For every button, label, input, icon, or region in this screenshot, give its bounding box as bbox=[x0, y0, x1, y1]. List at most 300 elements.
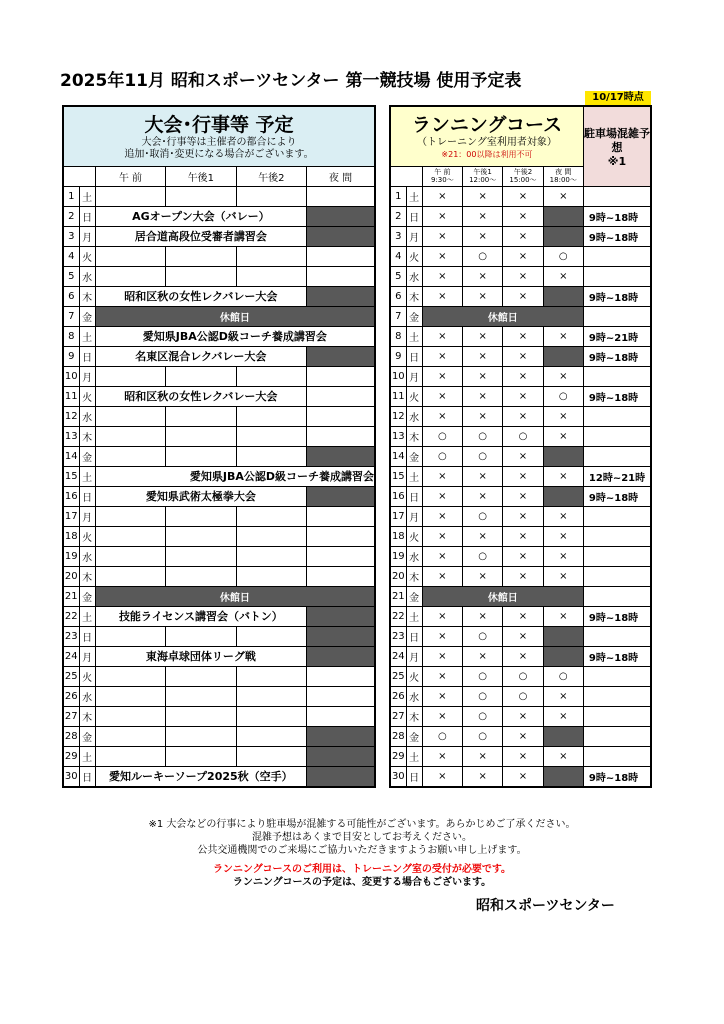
running-row bbox=[390, 306, 651, 326]
event-name: 東海卓球団体リーグ戦 bbox=[95, 646, 306, 666]
parking-forecast: 12時~21時 bbox=[583, 466, 651, 486]
running-row bbox=[390, 186, 651, 206]
event-name: 昭和区秋の女性レクバレー大会 bbox=[95, 286, 306, 306]
slot-availability: × bbox=[422, 346, 462, 366]
day-number: 19 bbox=[63, 546, 79, 566]
weekday: 火 bbox=[406, 246, 422, 266]
day-number: 15 bbox=[390, 466, 406, 486]
slot-availability: ○ bbox=[503, 426, 543, 446]
parking-forecast bbox=[583, 726, 651, 746]
slot-availability: × bbox=[543, 706, 583, 726]
day-number: 14 bbox=[63, 446, 79, 466]
day-number: 1 bbox=[63, 186, 79, 206]
slot-availability: × bbox=[463, 526, 503, 546]
slot-cell bbox=[236, 246, 306, 266]
slot-unavailable bbox=[543, 766, 583, 787]
parking-forecast bbox=[583, 406, 651, 426]
day-number: 3 bbox=[390, 226, 406, 246]
weekday: 水 bbox=[79, 406, 95, 426]
day-number: 30 bbox=[390, 766, 406, 787]
day-number: 10 bbox=[390, 366, 406, 386]
running-col-2: 午後2 15:00～ bbox=[503, 166, 543, 186]
day-number: 5 bbox=[63, 266, 79, 286]
closed-cell: 休館日 bbox=[95, 306, 375, 326]
slot-availability: × bbox=[463, 406, 503, 426]
night-cell bbox=[307, 486, 376, 506]
day-number: 7 bbox=[63, 306, 79, 326]
weekday: 火 bbox=[406, 526, 422, 546]
event-row bbox=[63, 346, 375, 366]
night-cell bbox=[307, 706, 376, 726]
slot-availability: × bbox=[543, 566, 583, 586]
event-name: 愛知県JBA公認D級コーチ養成講習会 bbox=[95, 326, 375, 346]
slot-availability: × bbox=[422, 666, 462, 686]
weekday: 水 bbox=[79, 686, 95, 706]
weekday: 月 bbox=[406, 366, 422, 386]
running-course-table bbox=[389, 105, 652, 788]
parking-note: ※1 bbox=[607, 155, 627, 168]
col-night: 夜 間 bbox=[307, 166, 376, 186]
day-number: 21 bbox=[390, 586, 406, 606]
day-number: 17 bbox=[390, 506, 406, 526]
slot-availability: × bbox=[503, 206, 543, 226]
slot-availability: × bbox=[543, 266, 583, 286]
day-number: 27 bbox=[63, 706, 79, 726]
slot-availability: × bbox=[503, 706, 543, 726]
running-row bbox=[390, 706, 651, 726]
slot-availability: × bbox=[503, 486, 543, 506]
event-row bbox=[63, 386, 375, 406]
weekday: 金 bbox=[406, 446, 422, 466]
parking-forecast bbox=[583, 446, 651, 466]
slot-availability: × bbox=[422, 186, 462, 206]
event-row bbox=[63, 266, 375, 286]
day-number: 5 bbox=[390, 266, 406, 286]
slot-availability: × bbox=[503, 266, 543, 286]
slot-availability: × bbox=[543, 606, 583, 626]
slot-availability: ○ bbox=[463, 686, 503, 706]
parking-forecast bbox=[583, 526, 651, 546]
event-row bbox=[63, 746, 375, 766]
slot-availability: × bbox=[422, 246, 462, 266]
event-row bbox=[63, 466, 375, 486]
day-number: 12 bbox=[63, 406, 79, 426]
slot-unavailable bbox=[543, 626, 583, 646]
day-number: 8 bbox=[390, 326, 406, 346]
night-cell bbox=[307, 186, 376, 206]
weekday: 木 bbox=[79, 706, 95, 726]
event-name: 愛知ルーキーソープ2025秋（空手） bbox=[95, 766, 306, 787]
slot-availability: × bbox=[503, 346, 543, 366]
event-row bbox=[63, 426, 375, 446]
parking-forecast bbox=[583, 666, 651, 686]
weekday: 金 bbox=[79, 306, 95, 326]
slot-availability: × bbox=[422, 466, 462, 486]
day-number: 11 bbox=[390, 386, 406, 406]
slot-cell bbox=[166, 426, 236, 446]
weekday: 日 bbox=[406, 626, 422, 646]
day-number: 10 bbox=[63, 366, 79, 386]
slot-availability: × bbox=[503, 726, 543, 746]
weekday: 月 bbox=[79, 226, 95, 246]
running-row bbox=[390, 286, 651, 306]
slot-cell bbox=[95, 686, 165, 706]
note-1: ※1 大会などの行事により駐車場が混雑する可能性がございます。あらかじめご了承ください。 bbox=[148, 819, 576, 830]
slot-availability: × bbox=[422, 206, 462, 226]
slot-availability: ○ bbox=[503, 686, 543, 706]
slot-cell bbox=[166, 546, 236, 566]
slot-cell bbox=[166, 406, 236, 426]
weekday: 金 bbox=[79, 726, 95, 746]
night-cell bbox=[307, 406, 376, 426]
slot-availability: ○ bbox=[463, 426, 503, 446]
day-number: 18 bbox=[390, 526, 406, 546]
slot-cell bbox=[236, 726, 306, 746]
weekday: 日 bbox=[406, 766, 422, 787]
night-cell bbox=[307, 346, 376, 366]
slot-availability: ○ bbox=[503, 666, 543, 686]
weekday: 月 bbox=[406, 646, 422, 666]
slot-availability: × bbox=[422, 566, 462, 586]
slot-cell bbox=[166, 186, 236, 206]
weekday: 土 bbox=[406, 186, 422, 206]
parking-forecast bbox=[583, 686, 651, 706]
night-cell bbox=[307, 606, 376, 626]
slot-availability: × bbox=[503, 766, 543, 787]
slot-availability: × bbox=[422, 286, 462, 306]
weekday: 月 bbox=[79, 506, 95, 526]
day-number: 13 bbox=[63, 426, 79, 446]
weekday: 日 bbox=[79, 486, 95, 506]
slot-availability: ○ bbox=[463, 506, 503, 526]
slot-cell bbox=[95, 726, 165, 746]
page-title: 2025年11月 昭和スポーツセンター 第一競技場 使用予定表 bbox=[60, 71, 522, 91]
slot-cell bbox=[95, 706, 165, 726]
events-title: 大会･行事等 予定 bbox=[144, 114, 294, 136]
slot-availability: × bbox=[422, 526, 462, 546]
day-number: 2 bbox=[63, 206, 79, 226]
running-row bbox=[390, 506, 651, 526]
event-row bbox=[63, 566, 375, 586]
slot-cell bbox=[95, 426, 165, 446]
event-name: 愛知県武術太極拳大会 bbox=[95, 486, 306, 506]
weekday: 土 bbox=[79, 466, 95, 486]
event-name: AGオープン大会（バレー） bbox=[95, 206, 306, 226]
slot-availability: × bbox=[503, 506, 543, 526]
day-number: 29 bbox=[390, 746, 406, 766]
slot-availability: × bbox=[503, 406, 543, 426]
slot-availability: × bbox=[503, 366, 543, 386]
running-row bbox=[390, 526, 651, 546]
slot-cell bbox=[95, 366, 165, 386]
slot-cell bbox=[236, 266, 306, 286]
slot-availability: × bbox=[543, 506, 583, 526]
events-sub2: 追加･取消･変更になる場合がございます。 bbox=[124, 149, 314, 160]
event-row bbox=[63, 446, 375, 466]
event-row bbox=[63, 186, 375, 206]
note-3: 公共交通機関でのご来場にご協力いただきますようお願い申し上げます。 bbox=[197, 845, 527, 856]
slot-availability: × bbox=[503, 746, 543, 766]
slot-availability: × bbox=[543, 406, 583, 426]
night-cell bbox=[307, 426, 376, 446]
slot-availability: × bbox=[463, 366, 503, 386]
running-col-0: 午 前 9:30～ bbox=[422, 166, 462, 186]
col-pm1: 午後1 bbox=[166, 166, 236, 186]
parking-forecast bbox=[583, 706, 651, 726]
parking-forecast: 9時~18時 bbox=[583, 226, 651, 246]
slot-availability: × bbox=[503, 646, 543, 666]
slot-availability: × bbox=[543, 466, 583, 486]
event-row bbox=[63, 646, 375, 666]
running-row bbox=[390, 606, 651, 626]
weekday: 土 bbox=[79, 186, 95, 206]
slot-cell bbox=[236, 406, 306, 426]
slot-cell bbox=[236, 566, 306, 586]
night-cell bbox=[307, 746, 376, 766]
slot-availability: × bbox=[543, 546, 583, 566]
weekday: 金 bbox=[79, 446, 95, 466]
weekday: 月 bbox=[79, 366, 95, 386]
event-row bbox=[63, 706, 375, 726]
running-row bbox=[390, 246, 651, 266]
day-number: 8 bbox=[63, 326, 79, 346]
night-cell bbox=[307, 526, 376, 546]
slot-cell bbox=[166, 266, 236, 286]
day-number: 7 bbox=[390, 306, 406, 326]
day-number: 4 bbox=[390, 246, 406, 266]
slot-cell bbox=[95, 746, 165, 766]
parking-forecast bbox=[583, 186, 651, 206]
running-row bbox=[390, 386, 651, 406]
weekday: 金 bbox=[406, 726, 422, 746]
running-row bbox=[390, 326, 651, 346]
event-name: 昭和区秋の女性レクバレー大会 bbox=[95, 386, 306, 406]
night-cell bbox=[307, 446, 376, 466]
day-number: 25 bbox=[390, 666, 406, 686]
slot-availability: × bbox=[543, 426, 583, 446]
slot-availability: × bbox=[463, 226, 503, 246]
slot-availability: × bbox=[503, 386, 543, 406]
parking-forecast: 9時~18時 bbox=[583, 346, 651, 366]
weekday: 日 bbox=[406, 206, 422, 226]
weekday: 月 bbox=[79, 646, 95, 666]
weekday: 火 bbox=[79, 386, 95, 406]
weekday: 水 bbox=[79, 546, 95, 566]
weekday: 金 bbox=[406, 586, 422, 606]
slot-availability: × bbox=[503, 546, 543, 566]
day-number: 29 bbox=[63, 746, 79, 766]
slot-availability: × bbox=[503, 466, 543, 486]
weekday: 月 bbox=[406, 506, 422, 526]
slot-unavailable bbox=[543, 346, 583, 366]
slot-availability: × bbox=[463, 186, 503, 206]
night-cell bbox=[307, 366, 376, 386]
day-number: 9 bbox=[390, 346, 406, 366]
slot-availability: × bbox=[463, 206, 503, 226]
slot-availability: × bbox=[543, 686, 583, 706]
slot-availability: × bbox=[463, 746, 503, 766]
slot-availability: ○ bbox=[463, 246, 503, 266]
slot-availability: × bbox=[422, 706, 462, 726]
weekday: 土 bbox=[79, 746, 95, 766]
event-name: 愛知県JBA公認D級コーチ養成講習会 bbox=[95, 466, 375, 486]
slot-cell bbox=[236, 186, 306, 206]
bold-note: ランニングコースの予定は、変更する場合もございます。 bbox=[232, 877, 492, 888]
day-number: 1 bbox=[390, 186, 406, 206]
night-cell bbox=[307, 226, 376, 246]
parking-header bbox=[583, 106, 651, 186]
slot-unavailable bbox=[543, 446, 583, 466]
weekday: 火 bbox=[79, 666, 95, 686]
parking-forecast bbox=[583, 426, 651, 446]
slot-availability: × bbox=[422, 326, 462, 346]
event-row bbox=[63, 666, 375, 686]
running-row bbox=[390, 206, 651, 226]
slot-availability: × bbox=[422, 406, 462, 426]
events-table bbox=[62, 105, 376, 788]
slot-cell bbox=[166, 746, 236, 766]
weekday: 水 bbox=[79, 266, 95, 286]
slot-availability: × bbox=[503, 526, 543, 546]
day-number: 3 bbox=[63, 226, 79, 246]
slot-cell bbox=[166, 246, 236, 266]
slot-cell bbox=[236, 706, 306, 726]
events-header bbox=[63, 106, 375, 166]
slot-availability: × bbox=[503, 246, 543, 266]
events-sub1: 大会･行事等は主催者の都合により bbox=[141, 137, 297, 148]
slot-availability: × bbox=[422, 506, 462, 526]
slot-cell bbox=[166, 666, 236, 686]
weekday: 土 bbox=[406, 326, 422, 346]
weekday: 木 bbox=[79, 426, 95, 446]
night-cell bbox=[307, 246, 376, 266]
slot-cell bbox=[95, 666, 165, 686]
weekday: 日 bbox=[406, 486, 422, 506]
running-row bbox=[390, 566, 651, 586]
parking-forecast bbox=[583, 546, 651, 566]
running-title: ランニングコース bbox=[411, 114, 563, 136]
as-of-badge: 10/17時点 bbox=[585, 91, 651, 105]
weekday: 土 bbox=[406, 606, 422, 626]
day-number: 26 bbox=[390, 686, 406, 706]
weekday: 金 bbox=[79, 586, 95, 606]
day-number: 28 bbox=[390, 726, 406, 746]
night-cell bbox=[307, 546, 376, 566]
event-row bbox=[63, 686, 375, 706]
slot-availability: × bbox=[543, 186, 583, 206]
slot-cell bbox=[236, 506, 306, 526]
night-cell bbox=[307, 726, 376, 746]
weekday: 木 bbox=[406, 426, 422, 446]
slot-cell bbox=[95, 186, 165, 206]
slot-availability: × bbox=[463, 486, 503, 506]
weekday: 水 bbox=[406, 686, 422, 706]
slot-availability: × bbox=[503, 566, 543, 586]
weekday: 日 bbox=[79, 346, 95, 366]
day-number: 16 bbox=[390, 486, 406, 506]
slot-availability: × bbox=[463, 326, 503, 346]
event-row bbox=[63, 506, 375, 526]
day-number: 9 bbox=[63, 346, 79, 366]
weekday: 水 bbox=[406, 406, 422, 426]
day-number: 24 bbox=[63, 646, 79, 666]
slot-cell bbox=[166, 706, 236, 726]
day-number: 12 bbox=[390, 406, 406, 426]
running-row bbox=[390, 626, 651, 646]
event-name: 技能ライセンス講習会（バトン） bbox=[95, 606, 306, 626]
slot-availability: ○ bbox=[463, 626, 503, 646]
day-number: 30 bbox=[63, 766, 79, 787]
day-number: 13 bbox=[390, 426, 406, 446]
slot-availability: × bbox=[422, 606, 462, 626]
running-row bbox=[390, 586, 651, 606]
day-number: 6 bbox=[390, 286, 406, 306]
slot-availability: × bbox=[503, 446, 543, 466]
day-number: 18 bbox=[63, 526, 79, 546]
parking-forecast bbox=[583, 266, 651, 286]
running-row bbox=[390, 766, 651, 787]
weekday: 火 bbox=[406, 666, 422, 686]
slot-availability: ○ bbox=[463, 546, 503, 566]
slot-availability: × bbox=[422, 766, 462, 787]
weekday: 木 bbox=[406, 566, 422, 586]
slot-cell bbox=[95, 626, 165, 646]
red-note: ランニングコースのご利用は、トレーニング室の受付が必要です。 bbox=[212, 864, 512, 875]
slot-unavailable bbox=[543, 646, 583, 666]
parking-forecast bbox=[583, 366, 651, 386]
day-number: 21 bbox=[63, 586, 79, 606]
parking-forecast bbox=[583, 506, 651, 526]
weekday: 木 bbox=[79, 566, 95, 586]
slot-cell bbox=[236, 746, 306, 766]
slot-cell bbox=[95, 266, 165, 286]
event-row bbox=[63, 726, 375, 746]
night-cell bbox=[307, 386, 376, 406]
slot-availability: × bbox=[503, 606, 543, 626]
running-sub1: （トレーニング室利用者対象） bbox=[417, 137, 557, 148]
col-pm2: 午後2 bbox=[236, 166, 306, 186]
slot-cell bbox=[166, 526, 236, 546]
event-row bbox=[63, 306, 375, 326]
day-number: 23 bbox=[63, 626, 79, 646]
event-row bbox=[63, 766, 375, 787]
slot-availability: × bbox=[463, 386, 503, 406]
running-row bbox=[390, 746, 651, 766]
running-row bbox=[390, 546, 651, 566]
slot-cell bbox=[95, 406, 165, 426]
parking-forecast: 9時~18時 bbox=[583, 486, 651, 506]
day-number: 27 bbox=[390, 706, 406, 726]
slot-availability: ○ bbox=[422, 446, 462, 466]
running-row bbox=[390, 646, 651, 666]
running-row bbox=[390, 486, 651, 506]
parking-forecast bbox=[583, 626, 651, 646]
weekday: 土 bbox=[79, 326, 95, 346]
notes bbox=[0, 818, 724, 889]
running-col-1: 午後1 12:00～ bbox=[463, 166, 503, 186]
weekday: 月 bbox=[406, 226, 422, 246]
slot-availability: ○ bbox=[543, 386, 583, 406]
weekday: 土 bbox=[79, 606, 95, 626]
slot-unavailable bbox=[543, 206, 583, 226]
slot-unavailable bbox=[543, 226, 583, 246]
slot-availability: × bbox=[463, 346, 503, 366]
weekday: 木 bbox=[79, 286, 95, 306]
day-number: 20 bbox=[63, 566, 79, 586]
slot-cell bbox=[95, 246, 165, 266]
parking-forecast: 9時~18時 bbox=[583, 206, 651, 226]
slot-availability: × bbox=[543, 366, 583, 386]
